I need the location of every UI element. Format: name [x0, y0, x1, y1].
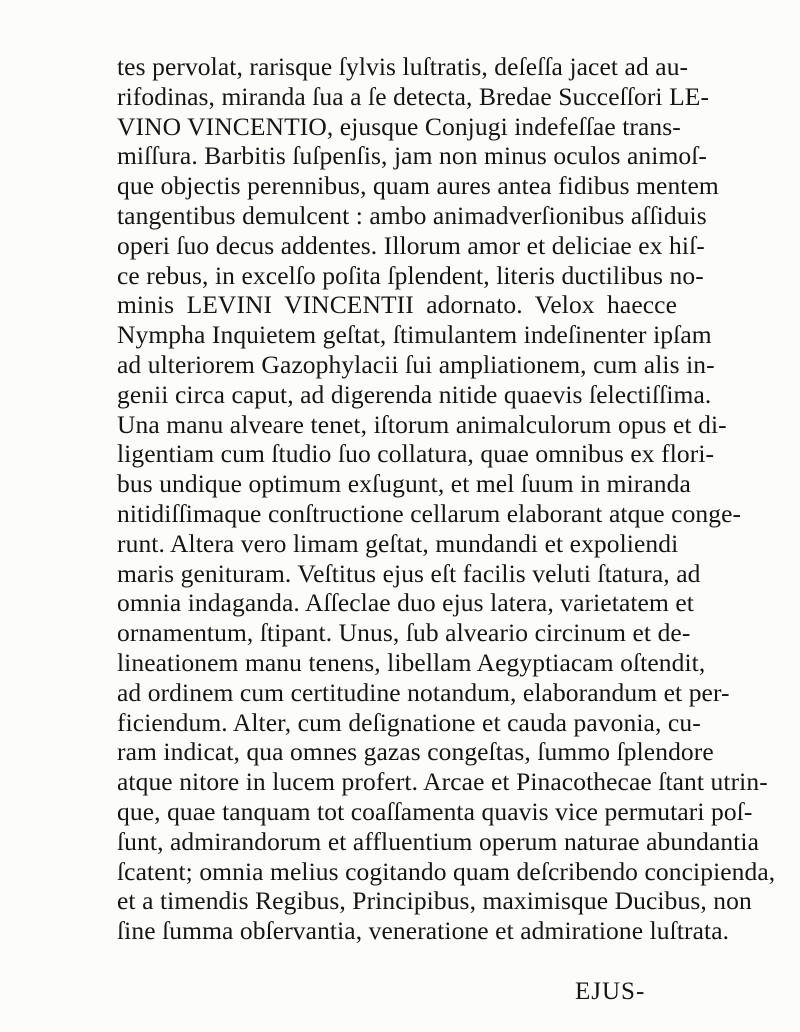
text-line: nitidiſſimaque conſtructione cellarum elaborant atque conge-: [117, 498, 742, 528]
text-line: VINO VINCENTIO, ejusque Conjugi indefeſſae trans-: [117, 111, 681, 141]
text-line: ad ordinem cum certitudine notandum, elaborandum et per-: [117, 677, 730, 707]
text-line: omnia indaganda. Aſſeclae duo ejus latera, varietatem et: [117, 588, 694, 618]
catchword: EJUS-: [575, 978, 646, 1005]
text-line: ficiendum. Alter, cum deſignatione et cauda pavonia, cu-: [117, 707, 701, 737]
text-line: ſunt, admirandorum et affluentium operum naturae abundantia: [117, 826, 760, 856]
text-line: ſcatent; omnia melius cogitando quam deſcribendo concipienda,: [117, 856, 776, 886]
text-line: miſſura. Barbitis ſuſpenſis, jam non minus oculos animoſ-: [117, 141, 708, 171]
text-line: lineationem manu tenens, libellam Aegyptiacam oſtendit,: [117, 647, 706, 677]
text-line: rifodinas, miranda ſua a ſe detecta, Bredae Succeſſori LE-: [117, 81, 710, 111]
text-line: tes pervolat, rarisque ſylvis luſtratis, deſeſſa jacet ad au-: [117, 52, 689, 81]
text-line: operi ſuo decus addentes. Illorum amor et deliciae ex hiſ-: [117, 230, 705, 260]
text-line: que objectis perennibus, quam aures antea fidibus mentem: [117, 171, 719, 201]
text-line: ad ulteriorem Gazophylacii ſui ampliationem, cum alis in-: [117, 349, 715, 379]
text-line: runt. Altera vero limam geſtat, mundandi et expoliendi: [117, 528, 679, 558]
text-line: Una manu alveare tenet, iſtorum animalculorum opus et di-: [117, 409, 727, 439]
text-line: Nympha Inquietem geſtat, ſtimulantem indeſinenter ipſam: [117, 320, 712, 350]
text-line: minis LEVINI VINCENTII adornato. Velox haecce: [117, 290, 677, 320]
text-line: ram indicat, qua omnes gazas congeſtas, ſummo ſplendore: [117, 737, 714, 767]
text-line: maris genituram. Veſtitus ejus eſt facilis veluti ſtatura, ad: [117, 558, 701, 588]
text-line: ſine ſumma obſervantia, veneratione et admiratione luſtrata.: [117, 916, 730, 946]
text-line: et a timendis Regibus, Principibus, maximisque Ducibus, non: [117, 886, 752, 916]
text-line: genii circa caput, ad digerenda nitide quaevis ſelectiſſima.: [117, 379, 712, 409]
body-text: [117, 52, 776, 946]
text-line: ligentiam cum ſtudio ſuo collatura, quae omnibus ex flori-: [117, 439, 715, 469]
text-line: ornamentum, ſtipant. Unus, ſub alveario circinum et de-: [117, 618, 691, 648]
text-line: que, quae tanquam tot coaſſamenta quavis vice permutari poſ-: [117, 796, 753, 826]
text-line: bus undique optimum exſugunt, et mel ſuum in miranda: [117, 469, 691, 499]
text-line: atque nitore in lucem profert. Arcae et Pinacothecae ſtant utrin-: [117, 767, 768, 797]
text-line: tangentibus demulcent : ambo animadverſionibus aſſiduis: [117, 200, 707, 230]
text-line: ce rebus, in excelſo poſita ſplendent, literis ductilibus no-: [117, 260, 704, 290]
